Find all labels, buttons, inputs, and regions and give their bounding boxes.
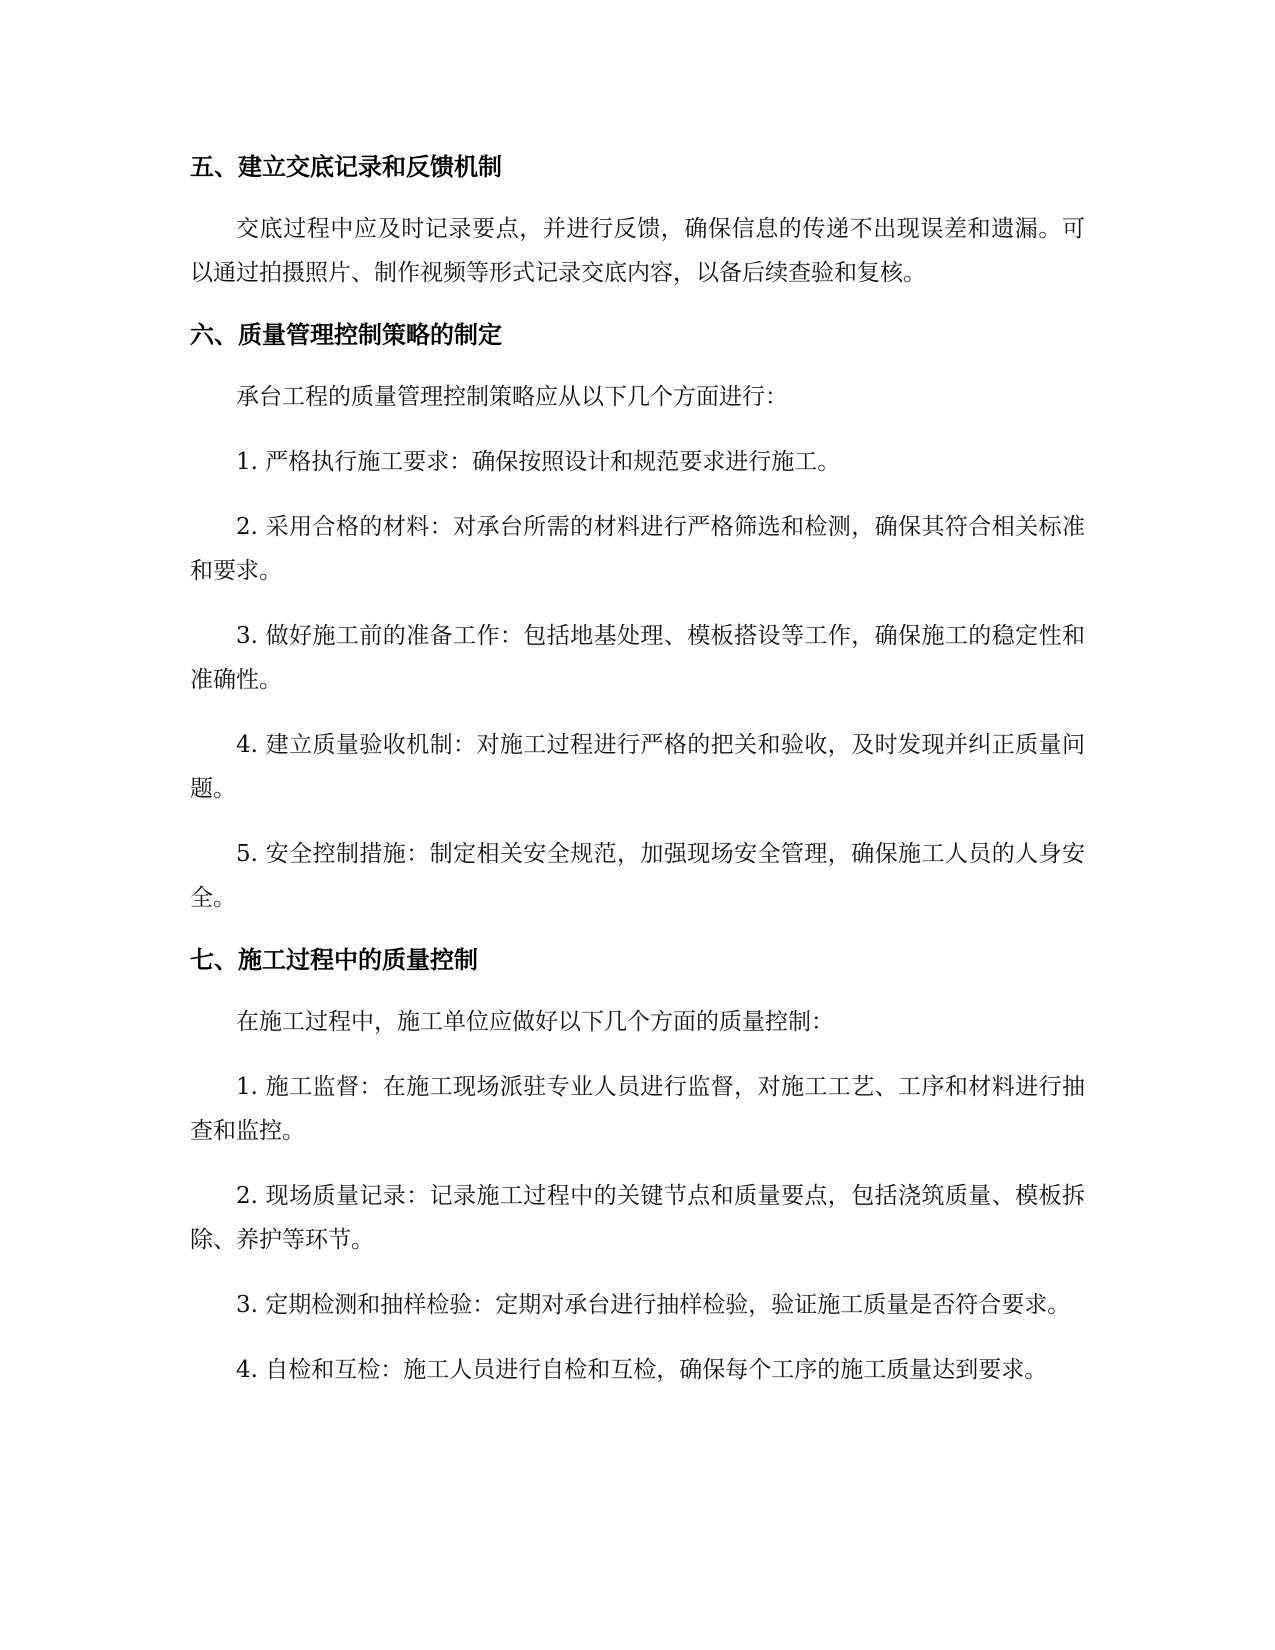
section-heading-6: 六、质量管理控制策略的制定 xyxy=(190,321,502,349)
section-heading-7: 七、施工过程中的质量控制 xyxy=(190,946,478,974)
paragraph: 在施工过程中，施工单位应做好以下几个方面的质量控制： xyxy=(236,1009,834,1035)
list-item: 4. 自检和互检：施工人员进行自检和互检，确保每个工序的施工质量达到要求。 xyxy=(236,1357,1048,1383)
list-item: 1. 施工监督：在施工现场派驻专业人员进行监督，对施工工艺、工序和材料进行抽查和监控。 xyxy=(190,1074,1085,1144)
list-item: 2. 采用合格的材料：对承台所需的材料进行严格筛选和检测，确保其符合相关标准和要求。 xyxy=(190,514,1085,584)
paragraph: 承台工程的质量管理控制策略应从以下几个方面进行： xyxy=(236,384,788,410)
list-item: 3. 定期检测和抽样检验：定期对承台进行抽样检验，验证施工质量是否符合要求。 xyxy=(236,1292,1071,1318)
section-heading-5: 五、建立交底记录和反馈机制 xyxy=(190,153,502,181)
list-item: 3. 做好施工前的准备工作：包括地基处理、模板搭设等工作，确保施工的稳定性和准确性。 xyxy=(190,623,1085,693)
paragraph: 交底过程中应及时记录要点，并进行反馈，确保信息的传递不出现误差和遗漏。可以通过拍摄照片、制作视频等形式记录交底内容，以备后续查验和复核。 xyxy=(190,216,1085,286)
list-item: 1. 严格执行施工要求：确保按照设计和规范要求进行施工。 xyxy=(236,449,841,475)
document-body xyxy=(190,145,1085,1392)
list-item: 2. 现场质量记录：记录施工过程中的关键节点和质量要点，包括浇筑质量、模板拆除、养护等环节。 xyxy=(190,1183,1085,1253)
list-item: 5. 安全控制措施：制定相关安全规范，加强现场安全管理，确保施工人员的人身安全。 xyxy=(190,841,1085,911)
list-item: 4. 建立质量验收机制：对施工过程进行严格的把关和验收，及时发现并纠正质量问题。 xyxy=(190,732,1085,802)
